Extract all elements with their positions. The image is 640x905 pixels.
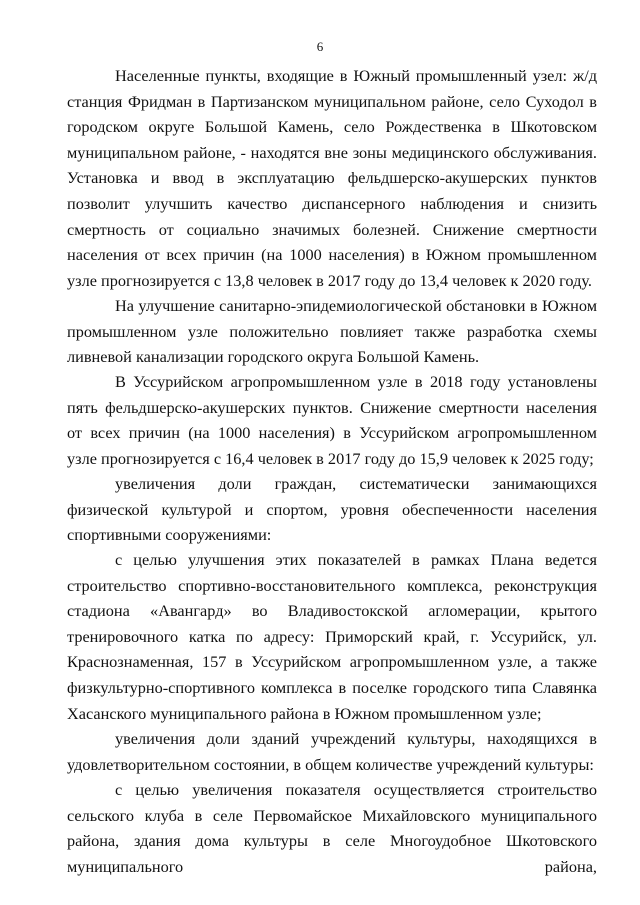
paragraph-culture-share: увеличения доли зданий учреждений культуры, находящихся в удовлетворительном состоянии, в общем количестве учреждений культуры: xyxy=(67,729,597,774)
paragraph-sanitary-epidemiological: На улучшение санитарно-эпидемиологической обстановки в Южном промышленном узле положительно повлияет также разработка схемы ливневой канализации городского округа Большой Камень. xyxy=(67,296,597,367)
paragraph-south-industrial-node-medical: Населенные пункты, входящие в Южный промышленный узел: ж/д станция Фридман в Партизанском муниципальном районе, село Суходол в городском округе Большой Камень, село Рождественка в Шкотовском муниципальном районе, - находятся вне зоны медицинского обслуживания. Установка и ввод в эксплуатацию фельдшерско-акушерских пунктов позволит улучшить качество диспансерного наблюдения и снизить смертность от социально значимых болезней. Снижение смертности населения от всех причин (на 1000 населения) в Южном промышленном узле прогнозируется с 13,8 человек в 2017 году до 13,4 человек к 2020 году. xyxy=(67,66,597,290)
paragraph-sport-share: увеличения доли граждан, систематически занимающихся физической культурой и спортом, уровня обеспеченности населения спортивными сооружениями: xyxy=(67,474,597,545)
paragraph-sport-construction: с целью улучшения этих показателей в рамках Плана ведется строительство спортивно-восстановительного комплекса, реконструкция стадиона «Авангард» во Владивостокской агломерации, крытого тренировочного катка по адресу: Приморский край, г. Уссурийск, ул. Краснознаменная, 157 в Уссурийском агропромышленном узле, а также физкультурно-спортивного комплекса в поселке городского типа Славянка Хасанского муниципального района в Южном промышленном узле; xyxy=(67,550,597,723)
page-number: 6 xyxy=(316,39,324,54)
paragraph-ussuri-agro-node: В Уссурийском агропромышленном узле в 2018 году установлены пять фельдшерско-акушерских пунктов. Снижение смертности населения от всех причин (на 1000 населения) в Уссурийском агропромышленном узле прогнозируется с 16,4 человек в 2017 году до 15,9 человек к 2025 году; xyxy=(67,372,597,468)
paragraph-culture-construction: с целью увеличения показателя осуществляется строительство сельского клуба в селе Первомайское Михайловского муниципального района, здания дома культуры в селе Многоудобное Шкотовского муниципального района, xyxy=(67,780,597,876)
